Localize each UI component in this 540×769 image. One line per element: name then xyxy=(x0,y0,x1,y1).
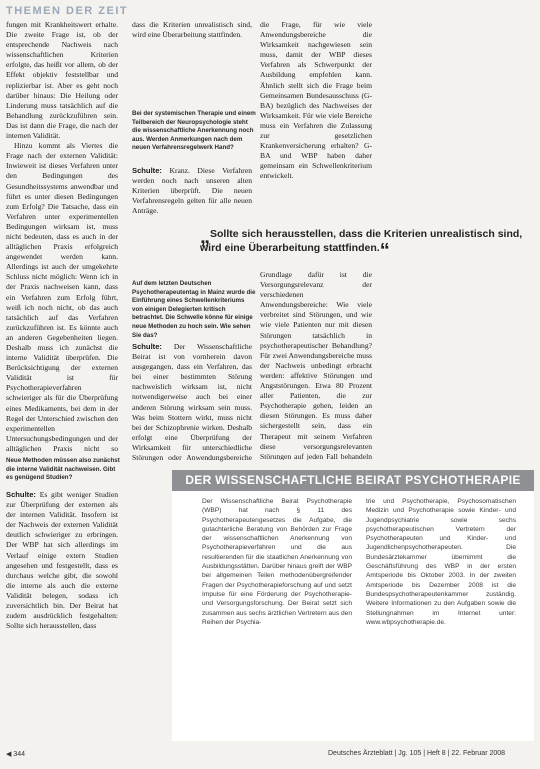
quote-text: Sollte sich herausstellen, dass die Kriterien unrealistisch sind, wird eine Überarbeitung stattfinden. xyxy=(200,228,523,254)
column-3-text: die Frage, für wie viele Anwendungsbereiche die Wirksamkeit nachgewiesen sein muss, damit der WBP dieses Verfahren als Schwerpunkt der Ausbildung empfehlen kann. Ähnlich stellt sich die Frage beim Gemeinsamen Bundesausschuss (G-BA) bezüglich des Nachweises der Wirksamkeit. Für wie viele Bereiche muss ein Verfahren die Zulassung zur gesetzlichen Krankenversicherung erhalten? G-BA und WBP haben daher gemeinsam ein Schwellenkriterium entwickelt. xyxy=(260,20,372,181)
answer-text: Der Wissenschaftliche Beirat ist von vornherein davon ausgegangen, dass ein Verfahren, das bei einer bestimmten Störung nachweislich wirksam ist, nicht notwendigerweise auch bei einer anderen Störung wirksam sein muss. Was beim Stottern wirkt, muss nicht bei der Schizophrenie wirken. Deshalb erfolgt eine Überprüfung der Wirksamkeit für unterschiedliche Störungen oder Anwendungsbereiche xyxy=(132,342,252,463)
paragraph: Grundlage dafür ist die Versorgungsrelevanz der verschiedenen Anwendungsbereiche: Wie viele verbreitet sind Störungen, und wie wie viele Patienten nur mit diesen Störungen tatsächlich in psychotherapeutischer Behandlung? Für zwei Anwendungsbereiche muss der Nachweis unbedingt erbracht werden: affektive Störungen und Angststörungen. Etwa 80 Prozent aller Patienten, die zur Psychotherapie gehen, leiden an diesen Störungen. Es muss daher sichergestellt sein, dass ein Therapeut mit seinem Verfahren diese versorgungsrelevanten Störungen auf jeden Fall behandeln xyxy=(260,270,372,460)
speaker-name: Schulte: xyxy=(6,490,36,499)
column-1-text xyxy=(6,20,118,453)
column-3-lower-text xyxy=(260,270,372,460)
interview-answer xyxy=(6,490,118,740)
column-2-text: dass die Kriterien unrealistisch sind, wird eine Überarbeitung stattfinden. xyxy=(132,20,252,40)
info-box xyxy=(172,491,534,741)
page-number xyxy=(6,750,25,758)
interview-answer xyxy=(132,166,252,226)
interview-question: Neue Methoden müssen also zunächst die interne Validität nachweisen. Gibt es genügend Studien? xyxy=(6,457,120,482)
interview-question: Auf dem letzten Deutschen Psychotherapeutentag in Mainz wurde die Einführung eines Schwellenkriteriums von einigen Delegierten kritisch betrachtet. Die Schwelle könne für einige neue Methoden zu hoch sein. Wie sehen Sie das? xyxy=(132,280,256,338)
interview-question: Bei der systemischen Therapie und einem Teilbereich der Neuropsychologie steht die wissenschaftliche Anerkennung noch aus. Werden Anmerkungen nach dem neuen Verfahrensregelwerk Hand? xyxy=(132,110,256,152)
paragraph: fungen mit Krankheitswert erhalte. Die zweite Frage ist, ob der entsprechende Nachweis nach wissenschaftlichen Kriterien erfolgte, das heißt vor allem, ob der Effekt objektiv feststellbar und replizierbar ist. Aber es geht noch darüber hinaus: Die Heilung oder Linderung muss tatsächlich auf die Behandlung zurückzuführen sein. Das ist dann die Frage, die nach der internen Validität. xyxy=(6,20,118,141)
pull-quote xyxy=(200,226,530,262)
speaker-name: Schulte: xyxy=(132,166,162,175)
speaker-name: Schulte: xyxy=(132,342,162,351)
info-box-right-column xyxy=(366,497,516,735)
page-prev-icon: ◀ xyxy=(6,751,12,758)
interview-answer xyxy=(132,342,252,464)
page-number-text: 344 xyxy=(13,751,26,758)
journal-citation: Deutsches Ärzteblatt | Jg. 105 | Heft 8 | 22. Februar 2008 xyxy=(328,750,506,757)
info-text: Der Wissenschaftliche Beirat Psychotherapie (WBP) hat nach § 11 des Psychotherapeutengesetzes die Aufgabe, die gutachterliche Beratung von Behörden zur Frage der wissenschaftlichen Anerkennung von Psychotherapieverfahren und die aus resultierenden für die staatlichen Anerkennung von Ausbildungsstätten. Darüber hinaus greift der WBP bei allgemeinen Teilen methodenübergreifender Fragen der Psychotherapieforschung auf und setzt Impulse für eine Förderung der Psychotherapie- und Versorgungsforschung. Der Beirat setzt sich zusammen aus sechs ärztlichen Vertretern aus den Reihen der Psychia- xyxy=(202,498,352,626)
info-text: trie und Psychotherapie, Psychosomatischen Medizin und Psychotherapie sowie Kinder- und Jugendpsychiatrie sowie sechs psychotherapeutischen Vertretern der Psychotherapeuten und Kinder- und Jugendlichenpsychotherapeuten. Die Bundesärztekammer übernimmt die Geschäftsführung des WBP in der ersten Amtsperiode bis Oktober 2003. In der zweiten Amtsperiode bis Dezember 2008 ist die Bundespsychotherapeutenkammer zuständig. Weitere Informationen zu den Aufgaben sowie die Stellungnahmen im Internet unter: www.wbpsychotherapie.de. xyxy=(366,498,516,626)
quote-open-mark: „ xyxy=(200,226,210,248)
info-box-title: DER WISSENSCHAFTLICHE BEIRAT PSYCHOTHERAPIE xyxy=(172,470,534,491)
quote-close-mark: “ xyxy=(379,240,390,262)
paragraph: Hinzu kommt als Viertes die Frage nach der externen Validität: Inwieweit ist dieses Verfahren unter den Bedingungen des Gesundheitssystems anwendbar und führt es unter diesen Bedingungen zum Erfolg? Die Tatsache, dass ein Verfahren unter experimentellen Bedingungen wirksam ist, muss nicht bedeuten, dass es auch in der alltäglichen Praxis erfolgreich angewendet werden kann. Allerdings ist auch der umgekehrte Schluss nicht möglich: Wenn ich in der Praxis nachweisen kann, dass ein Verfahren zum Erfolg führt, weiß ich noch nicht, ob das auch tatsächlich auf das Verfahren zurückzuführen ist. Es könnte auch an anderen Gegebenheiten liegen. Deshalb muss ich zunächst die interne Validität überprüfen. Die Berücksichtigung der externen Validität ist für Psychotherapieverfahren schwieriger als für die Überprüfung eines Medikaments, bei dem in der Regel der Unterschied zwischen den experimentellen Untersuchungsbedingungen und der alltäglichen Praxis nicht so xyxy=(6,141,118,453)
answer-text: Kranz. Diese Verfahren werden noch nach unseren alten Kriterien überprüft. Die neuen Verfahrensregeln gelten für alle neuen Anträge. xyxy=(132,166,252,216)
answer-text: Es gibt weniger Studien zur Überprüfung der externen als der internen Validität. Insofern ist der Nachweis der externen Validität deutlich schwieriger zu erbringen. Der WBP hat sich allerdings im Verlauf einige extern Studien angesehen und festgestellt, dass es durchaus welche gibt, die sowohl die interne als auch die externe Validität belegen, sodass ich zuversichtlich bin. Der Beirat hat zudem ausdrücklich festgehalten: Sollte sich herausstellen, dass xyxy=(6,490,118,631)
section-header: THEMEN DER ZEIT xyxy=(6,5,129,17)
info-box-left-column xyxy=(202,497,352,735)
